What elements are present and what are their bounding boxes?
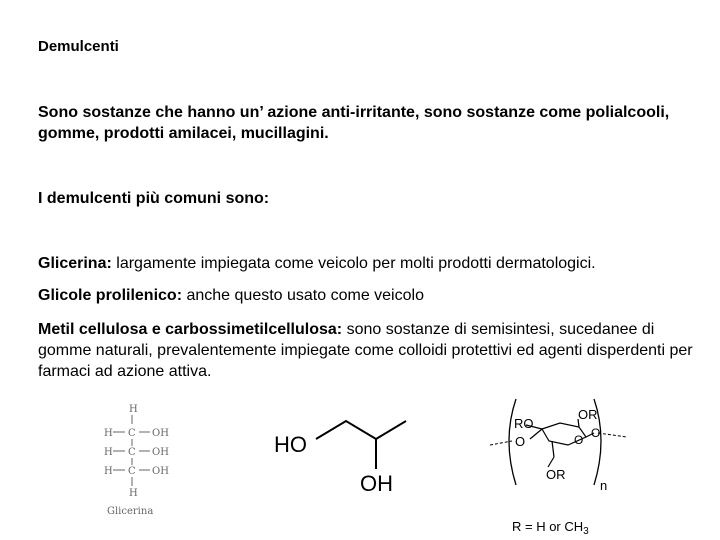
group-or-bottom: OR	[546, 467, 566, 482]
oxygen-left: O	[515, 434, 526, 449]
atom-oh: OH	[152, 447, 169, 458]
item-term: Glicole prolilenico:	[38, 287, 183, 304]
atom-h: H	[104, 466, 113, 477]
oxygen-right: O	[591, 426, 601, 440]
atom-c: C	[128, 447, 136, 458]
item-glicerina	[38, 253, 698, 274]
page-title: Demulcenti	[38, 38, 119, 55]
item-glicole	[38, 285, 698, 306]
item-text: largamente impiegata come veicolo per molti prodotti dermatologici.	[111, 255, 596, 272]
atom-oh: OH	[152, 466, 169, 477]
item-text: sono sostanze di semisintesi, sucedanee di gomme naturali, prevalentemente impiegate come colloidi protettivi ed agenti disperdenti per farmaci ad azione attiva.	[38, 321, 693, 380]
item-text: anche questo usato come veicolo	[182, 287, 424, 304]
atom-c: C	[128, 466, 136, 477]
group-ro: RO	[514, 416, 534, 431]
intro-paragraph: Sono sostanze che hanno un’ azione anti-irritante, sono sostanze come polialcooli, gomme, prodotti amilacei, mucillagini.	[38, 104, 670, 142]
glycerin-caption: Glicerina	[107, 506, 154, 517]
item-term: Metil cellulosa e carbossimetilcellulosa:	[38, 321, 343, 338]
common-heading: I demulcenti più comuni sono:	[38, 190, 270, 207]
atom-h: H	[104, 428, 113, 439]
atom-h: H	[104, 447, 113, 458]
cellulose-structure	[482, 395, 642, 540]
atom-h-top: H	[129, 404, 138, 415]
atom-oh: OH	[152, 428, 169, 439]
glycerin-structure	[100, 400, 180, 520]
group-or-top: OR	[578, 407, 598, 422]
subscript-n: n	[600, 478, 608, 493]
atom-h-bottom: H	[129, 488, 138, 499]
oxygen-ring: O	[574, 433, 584, 447]
hydroxyl-left: HO	[274, 432, 307, 457]
item-cellulosa	[38, 319, 698, 382]
item-term: Glicerina:	[38, 255, 112, 272]
atom-c: C	[128, 428, 136, 439]
propylene-glycol-structure	[270, 405, 410, 515]
hydroxyl-bottom: OH	[360, 471, 393, 496]
substituent-legend: R = H or $CH_3$	[512, 519, 589, 537]
